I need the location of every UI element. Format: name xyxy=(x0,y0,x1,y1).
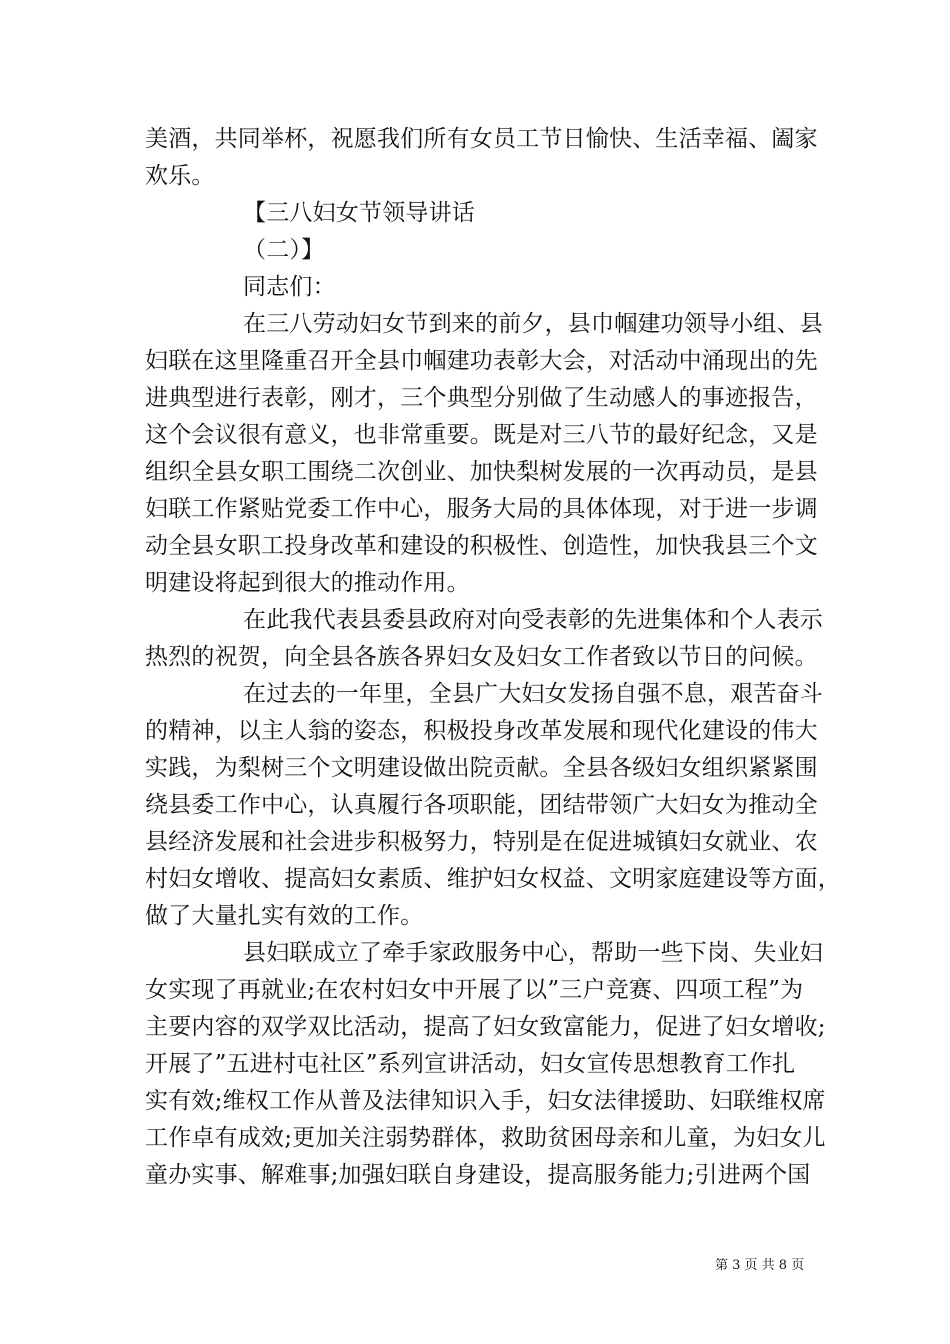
text-line: 欢乐。 xyxy=(145,163,215,189)
paragraph-start: 在过去的一年里，全县广大妇女发扬自强不息，艰苦奋斗 xyxy=(243,681,823,707)
text-line: 动全县女职工投身改革和建设的积极性、创造性，加快我县三个文 xyxy=(145,533,818,559)
paragraph-start: 在三八劳动妇女节到来的前夕，县巾帼建功领导小组、县 xyxy=(243,311,823,337)
text-line: 实践，为梨树三个文明建设做出院贡献。全县各级妇女组织紧紧围 xyxy=(145,755,818,781)
paragraph-start: 在此我代表县委县政府对向受表彰的先进集体和个人表示 xyxy=(243,607,823,633)
text-line: 明建设将起到很大的推动作用。 xyxy=(145,570,470,596)
text-line: 做了大量扎实有效的工作。 xyxy=(145,903,424,929)
text-line: 妇联工作紧贴党委工作中心，服务大局的具体体现，对于进一步调 xyxy=(145,496,818,522)
text-line: 美酒，共同举杯，祝愿我们所有女员工节日愉快、生活幸福、阖家 xyxy=(145,126,818,152)
text-line: 实有效;维权工作从普及法律知识入手，妇女法律援助、妇联维权席 xyxy=(145,1088,826,1114)
text-line: 进典型进行表彰，刚才，三个典型分别做了生动感人的事迹报告， xyxy=(145,385,818,411)
section-heading-continued: （二）】 xyxy=(243,237,325,263)
text-line: 组织全县女职工围绕二次创业、加快梨树发展的一次再动员，是县 xyxy=(145,459,818,485)
text-line: 县经济发展和社会进步积极努力，特别是在促进城镇妇女就业、农 xyxy=(145,829,818,855)
paragraph-start: 县妇联成立了牵手家政服务中心，帮助一些下岗、失业妇 xyxy=(243,940,823,966)
text-line: 童办实事、解难事;加强妇联自身建设，提高服务能力;引进两个国 xyxy=(145,1162,811,1188)
text-line: 工作卓有成效;更加关注弱势群体，救助贫困母亲和儿童，为妇女儿 xyxy=(145,1125,826,1151)
text-line: 绕县委工作中心，认真履行各项职能，团结带领广大妇女为推动全 xyxy=(145,792,818,818)
text-line: 妇联在这里隆重召开全县巾帼建功表彰大会，对活动中涌现出的先 xyxy=(145,348,818,374)
salutation: 同志们： xyxy=(243,274,336,300)
text-line: 开展了”五进村屯社区”系列宣讲活动，妇女宣传思想教育工作扎 xyxy=(145,1051,796,1077)
text-line: 女实现了再就业;在农村妇女中开展了以”三户竞赛、四项工程”为 xyxy=(145,977,804,1003)
text-line: 热烈的祝贺，向全县各族各界妇女及妇女工作者致以节日的问候。 xyxy=(145,644,818,670)
text-line: 的精神，以主人翁的姿态，积极投身改革发展和现代化建设的伟大 xyxy=(145,718,818,744)
section-heading: 【三八妇女节领导讲话 xyxy=(243,200,475,226)
text-line: 主要内容的双学双比活动，提高了妇女致富能力，促进了妇女增收; xyxy=(145,1014,826,1040)
page-number-footer: 第 3 页 共 8 页 xyxy=(715,1258,805,1273)
text-line: 村妇女增收、提高妇女素质、维护妇女权益、文明家庭建设等方面， xyxy=(145,866,841,892)
text-line: 这个会议很有意义，也非常重要。既是对三八节的最好纪念，又是 xyxy=(145,422,818,448)
